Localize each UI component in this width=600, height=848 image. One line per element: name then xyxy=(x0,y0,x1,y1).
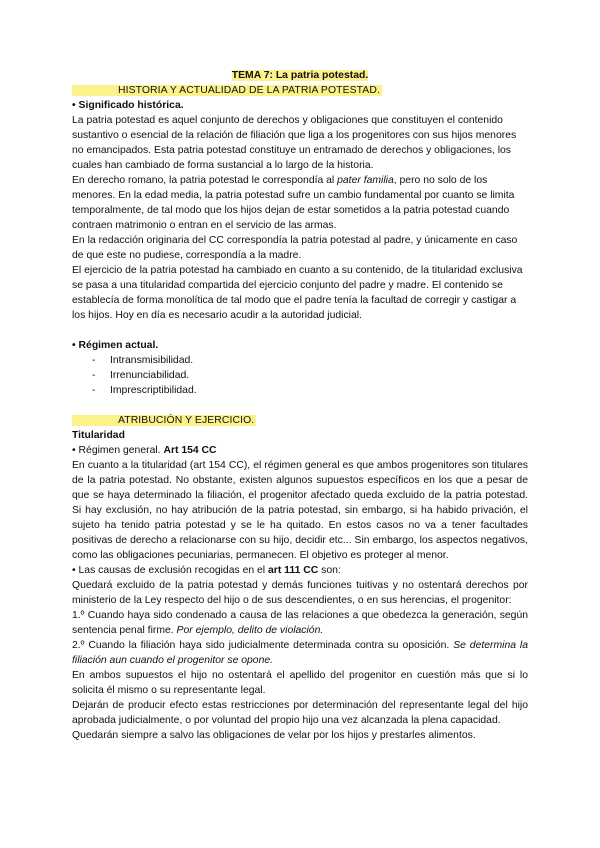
list-caracteres xyxy=(72,353,528,398)
paragraph: Dejarán de producir efecto estas restricciones por determinación del representante legal del hijo aprobada judicialmente, o por voluntad del propio hijo una vez alcanzada la plena capacidad. xyxy=(72,700,528,726)
paragraph: En la redacción originaria del CC correspondía la patria potestad al padre, y únicamente en caso de que este no pudiese, correspondía a la madre. xyxy=(72,235,518,261)
causas-line: • Las causas de exclusión recogidas en el art 111 CC son: xyxy=(72,563,528,578)
subheading-titularidad: Titularidad xyxy=(72,430,125,441)
list-item: - Imprescriptibilidad. xyxy=(92,385,197,396)
section-heading-atribucion: ATRIBUCIÓN Y EJERCICIO. xyxy=(72,413,528,428)
list-item: - Irrenunciabilidad. xyxy=(92,370,190,381)
regimen-general-line: • Régimen general. Art 154 CC xyxy=(72,443,528,458)
subheading-regimen-actual: • Régimen actual. xyxy=(72,338,528,353)
paragraph: En ambos supuestos el hijo no ostentará el apellido del progenitor en cuestión más que si lo solicita él mismo o su representante legal. xyxy=(72,670,528,696)
paragraph: La patria potestad es aquel conjunto de derechos y obligaciones que constituyen el contenido sustantivo o esencial de la relación de filiación que liga a los progenitores con sus hijos menores no emancipados. Esta patria potestad constituye un entramado de derechos y obligaciones, los cuales han cambiado de forma sustancial a lo largo de la historia. xyxy=(72,115,517,171)
paragraph: En derecho romano, la patria potestad le correspondía al pater familia, pero no solo de los menores. En la edad media, la patria potestad sufre un cambio fundamental por cuanto se limita temporalmente, de tal modo que los hijos dejan de estar sometidos a la patria potestad cuando contraen matrimonio o entran en el servicio de las armas. xyxy=(72,175,515,231)
paragraph: El ejercicio de la patria potestad ha cambiado en cuanto a su contenido, de la titularidad exclusiva se pasa a una titularidad compartida del ejercicio conjunto del padre y madre. El contenido se establecía de forma monolítica de tal modo que el padre tenía la facultad de corregir y castigar a los hijos. Hoy en día es necesario acudir a la autoridad judicial. xyxy=(72,265,523,321)
page-title: TEMA 7: La patria potestad. xyxy=(231,70,369,81)
paragraph: Quedará excluido de la patria potestad y demás funciones tuitivas y no ostentará derechos por ministerio de la Ley respecto del hijo o de sus descendientes, o en sus herencias, el progenitor: xyxy=(72,580,528,606)
paragraph: Quedarán siempre a salvo las obligaciones de velar por los hijos y prestarles alimentos. xyxy=(72,730,476,741)
section-heading-historia: HISTORIA Y ACTUALIDAD DE LA PATRIA POTESTAD. xyxy=(72,83,528,98)
list-item: - Intransmisibilidad. xyxy=(92,355,194,366)
document-page xyxy=(72,68,528,743)
causa-1: 1.º Cuando haya sido condenado a causa de las relaciones a que obedezca la generación, según sentencia penal firme. Por ejemplo, delito de violación. xyxy=(72,610,528,636)
causa-2: 2.º Cuando la filiación haya sido judicialmente determinada contra su oposición. Se determina la filiación aun cuando el progenitor se opone. xyxy=(72,640,528,666)
subheading-significado: • Significado histórica. xyxy=(72,98,528,113)
paragraph: En cuanto a la titularidad (art 154 CC), el régimen general es que ambos progenitores son titulares de la patria potestad. No obstante, existen algunos supuestos específicos en los que a pesar de que se haya determinado la filiación, el progenitor afectado queda excluido de la patria potestad. Si hay exclusión, no hay atribución de la patria potestad, sin embargo, si ha habido privación, el sujeto ha tenido patria potestad y se le ha quitado. En estos casos no va a tener facultades positivas de derecho a relacionarse con su hijo, decidir etc... Sin embargo, los aspectos negativos, como las obligaciones pecuniarias, permanecen. El objetivo es proteger al menor. xyxy=(72,460,528,561)
